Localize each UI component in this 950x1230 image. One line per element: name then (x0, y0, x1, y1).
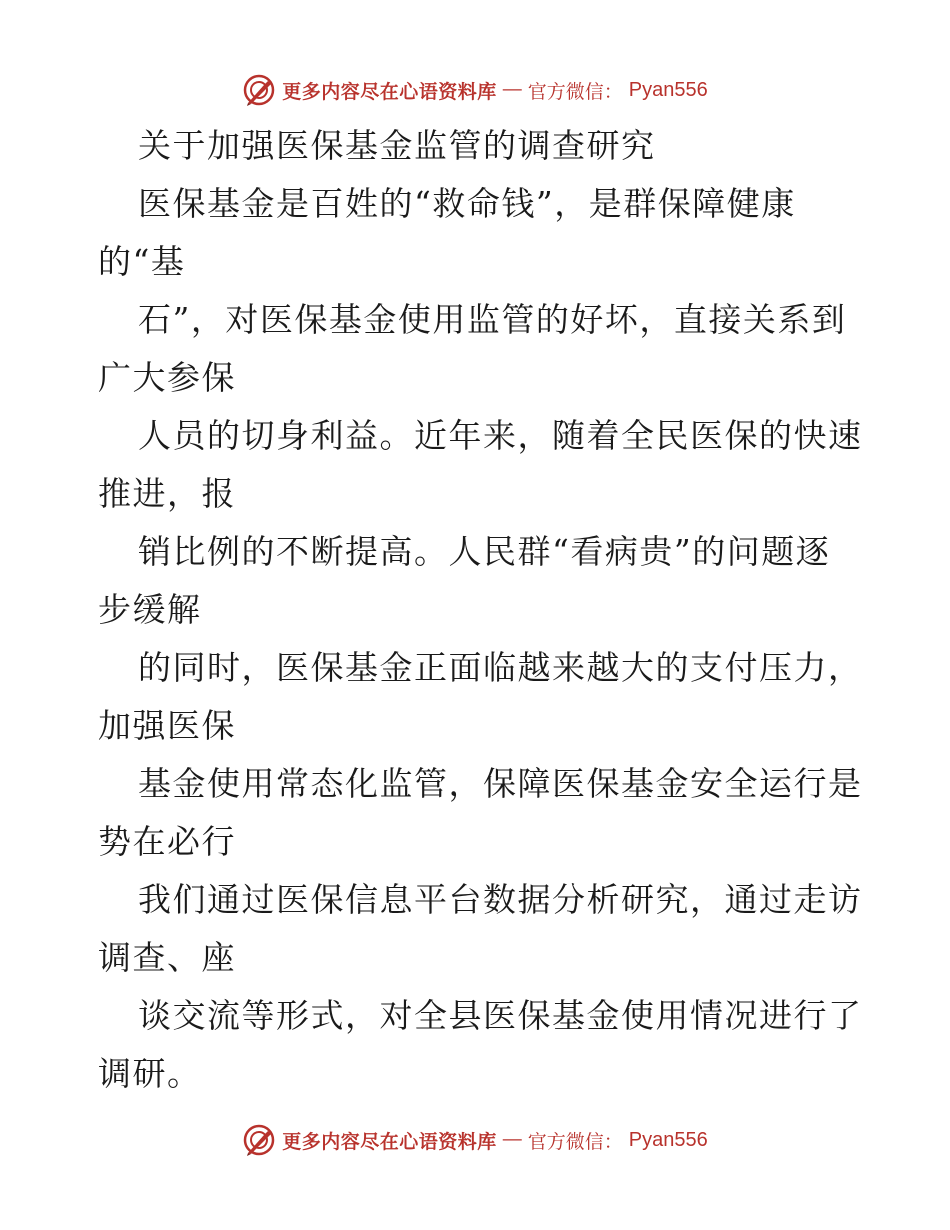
banner-dash: — (502, 1129, 522, 1150)
paragraph-line: 我们通过医保信息平台数据分析研究，通过走访 (138, 880, 863, 919)
paragraph-line: 调研。 (98, 1054, 202, 1093)
paragraph-line: 基金使用常态化监管，保障医保基金安全运行是 (138, 764, 863, 803)
paragraph-line: 调查、座 (98, 938, 236, 977)
pen-logo-icon (242, 73, 276, 107)
paragraph-line: 的同时，医保基金正面临越来越大的支付压力， (138, 648, 863, 687)
banner-dash: — (502, 79, 522, 100)
pen-logo-icon (242, 1123, 276, 1157)
banner-account: Pyan556 (628, 78, 708, 101)
paragraph-line: 人员的切身利益。近年来，随着全民医保的快速 (138, 416, 863, 455)
banner-wechat-label: 官方微信： (527, 80, 623, 103)
paragraph-line: 医保基金是百姓的“救命钱”，是群保障健康 (138, 184, 796, 223)
paragraph-line: 势在必行 (98, 822, 236, 861)
paragraph-line: 加强医保 (98, 706, 236, 745)
paragraph-line: 石”，对医保基金使用监管的好坏，直接关系到 (138, 300, 847, 339)
paragraph-line: 的“基 (98, 242, 186, 281)
footer-banner (0, 1120, 950, 1160)
paragraph-line: 步缓解 (98, 590, 202, 629)
banner-wechat-label: 官方微信： (527, 1130, 623, 1153)
paragraph-line: 广大参保 (98, 358, 236, 397)
document-title: 关于加强医保基金监管的调查研究 (138, 126, 656, 165)
header-banner (0, 70, 950, 110)
banner-account: Pyan556 (628, 1128, 708, 1151)
paragraph-line: 销比例的不断提高。人民群“看病贵”的问题逐 (138, 532, 831, 571)
paragraph-line: 谈交流等形式，对全县医保基金使用情况进行了 (138, 996, 863, 1035)
banner-brand-text: 更多内容尽在心语资料库 (282, 80, 497, 103)
banner-brand-text: 更多内容尽在心语资料库 (282, 1130, 497, 1153)
paragraph-line: 推进，报 (98, 474, 236, 513)
